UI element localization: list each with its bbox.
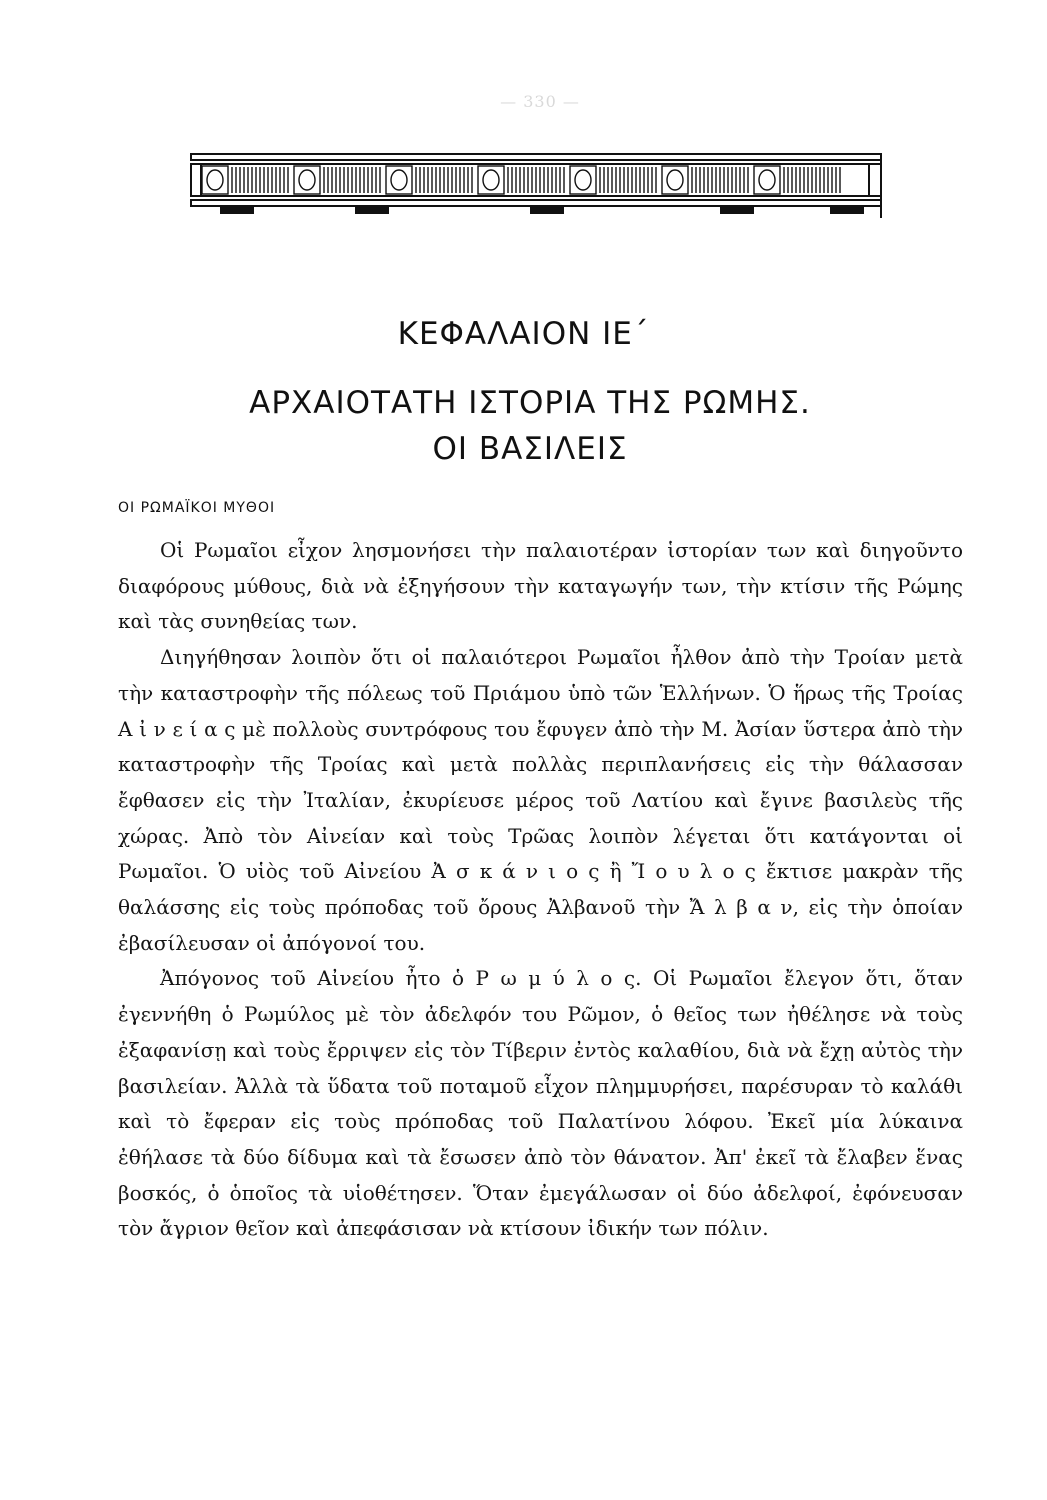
chapter-title — [130, 380, 930, 472]
page-number: — 330 — — [500, 92, 580, 111]
chapter-heading: ΚΕΦΑΛΑΙΟΝ ΙΕ΄ — [397, 316, 650, 352]
paragraph-2: Διηγήθησαν λοιπὸν ὅτι οἱ παλαιότεροι Ρωμαῖοι ἦλθον ἀπὸ τὴν Τροίαν μετὰ τὴν καταστροφὴν τῆς πόλεως τοῦ Πριάμου ὑπὸ τῶν Ἑλλήνων. Ὁ ἥρως τῆς Τροίας Α ἰ ν ε ί α ς μὲ πολλοὺς συντρόφους του ἔφυγεν ἀπὸ τὴν Μ. Ἀσίαν ὕστερα ἀπὸ τὴν καταστροφὴν τῆς Τροίας καὶ μετὰ πολλὰς περιπλανήσεις εἰς τὴν θάλασσαν ἔφθασεν εἰς τὴν Ἰταλίαν, ἐκυρίευσε μέρος τοῦ Λατίου καὶ ἔγινε βασιλεὺς τῆς χώρας. Ἀπὸ τὸν Αἰνείαν καὶ τοὺς Τρῶας λοιπὸν λέγεται ὅτι κατάγονται οἱ Ρωμαῖοι. Ὁ υἱὸς τοῦ Αἰνείου Ἀ σ κ ά ν ι ο ς ἢ Ἴ ο υ λ ο ς ἔκτισε μακρὰν τῆς θαλάσσης εἰς τοὺς πρόποδας τοῦ ὄρους Ἀλβανοῦ τὴν Ἄ λ β α ν, εἰς τὴν ὁποίαν ἐβασίλευσαν οἱ ἀπόγονοί του. — [118, 645, 963, 955]
chapter-title-line-2: ΟΙ ΒΑΣΙΛΕΙΣ — [432, 431, 628, 467]
paragraph-3: Ἀπόγονος τοῦ Αἰνείου ἦτο ὁ Ρ ω μ ύ λ ο ς. Οἱ Ρωμαῖοι ἔλεγον ὅτι, ὅταν ἐγεννήθη ὁ Ρωμύλος μὲ τὸν ἀδελφόν του Ρῶμον, ὁ θεῖος των ἠθέλησε νὰ τοὺς ἐξαφανίσῃ καὶ τοὺς ἔρριψεν εἰς τὸν Τίβεριν ἐντὸς καλαθίου, διὰ νὰ ἔχῃ αὐτὸς τὴν βασιλείαν. Ἀλλὰ τὰ ὕδατα τοῦ ποταμοῦ εἶχον πλημμυρήσει, παρέσυραν τὸ καλάθι καὶ τὸ ἔφεραν εἰς τοὺς πρόποδας τοῦ Παλατίνου λόφου. Ἐκεῖ μία λύκαινα ἐθήλασε τὰ δύο δίδυμα καὶ τὰ ἔσωσεν ἀπὸ τὸν θάνατον. Ἀπ' ἐκεῖ τὰ ἔλαβεν ἕνας βοσκός, ὁ ὁποῖος τὰ υἱοθέτησεν. Ὅταν ἐμεγάλωσαν οἱ δύο ἀδελφοί, ἐφόνευσαν τὸν ἄγριον θεῖον καὶ ἀπεφάσισαν νὰ κτίσουν ἰδικήν των πόλιν. — [118, 966, 963, 1241]
body-text — [118, 533, 963, 1247]
section-heading: ΟΙ ΡΩΜΑΪΚΟΙ ΜΥΘΟΙ — [118, 500, 276, 516]
chapter-title-line-1: ΑΡΧΑΙΟΤΑΤΗ ΙΣΤΟΡΙΑ ΤΗΣ ΡΩΜΗΣ. — [249, 385, 811, 421]
decorative-frieze-ornament — [190, 150, 885, 222]
paragraph-1: Οἱ Ρωμαῖοι εἶχον λησμονήσει τὴν παλαιοτέραν ἱστορίαν των καὶ διηγοῦντο διαφόρους μύθους, διὰ νὰ ἐξηγήσουν τὴν καταγωγήν των, τὴν κτίσιν τῆς Ρώμης καὶ τὰς συνηθείας των. — [118, 538, 963, 634]
